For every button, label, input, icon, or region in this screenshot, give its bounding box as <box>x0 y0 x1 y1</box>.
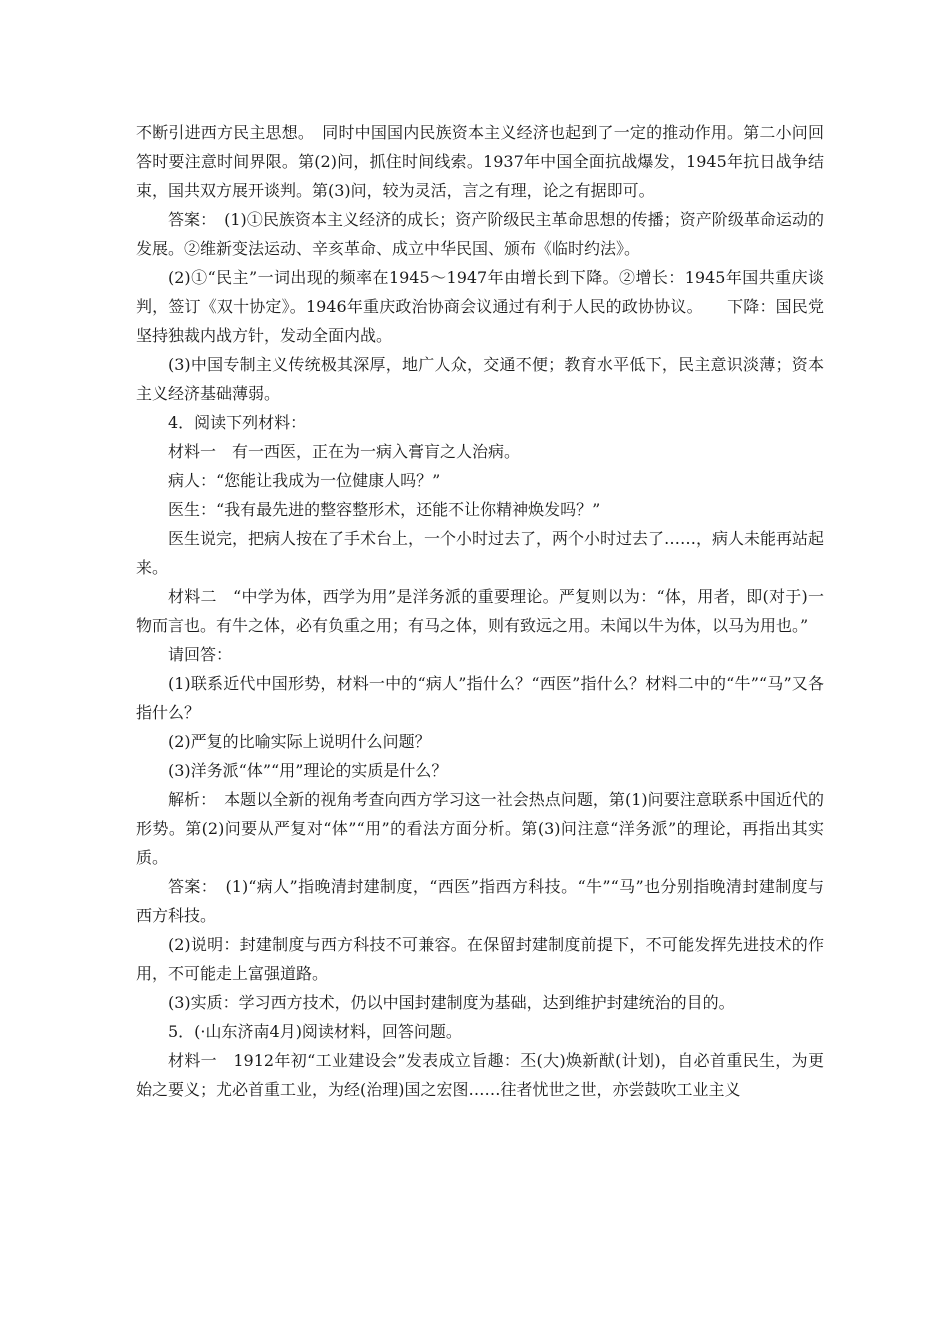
analysis-4: 解析： 本题以全新的视角考查向西方学习这一社会热点问题，第(1)问要注意联系中国近代的形势。第(2)问要从严复对“体”“用”的看法方面分析。第(3)问注意“洋务派”的理论，再指出其实质。 <box>136 790 824 867</box>
question-4-heading: 4．阅读下列材料： <box>168 413 307 432</box>
document-body <box>136 118 824 1104</box>
answer-4-3: (3)实质：学习西方技术，仍以中国封建制度为基础，达到维护封建统治的目的。 <box>168 993 735 1012</box>
answer-4-2: (2)说明：封建制度与西方科技不可兼容。在保留封建制度前提下，不可能发挥先进技术的作用，不可能走上富强道路。 <box>136 935 824 983</box>
paragraph-answer-2: (2)①“民主”一词出现的频率在1945～1947年由增长到下降。②增长：1945年国共重庆谈判，签订《双十协定》。1946年重庆政治协商会议通过有利于人民的政协协议。 下降：国民党坚持独裁内战方针，发动全面内战。 <box>136 268 824 345</box>
material-1-narration: 医生说完，把病人按在了手术台上，一个小时过去了，两个小时过去了……，病人未能再站起来。 <box>136 529 825 577</box>
material-1: 材料一 有一西医，正在为一病入膏肓之人治病。 <box>168 442 521 461</box>
please-answer: 请回答： <box>168 645 233 664</box>
paragraph-analysis-continued: 不断引进西方民主思想。 同时中国国内民族资本主义经济也起到了一定的推动作用。第二小问回答时要注意时间界限。第(2)问，抓住时间线索。1937年中国全面抗战爆发，1945年抗日战争结束，国共双方展开谈判。第(3)问，较为灵活，言之有理，论之有据即可。 <box>136 123 824 200</box>
dialogue-patient: 病人：“您能让我成为一位健康人吗？” <box>168 471 441 490</box>
question-4-3: (3)洋务派“体”“用”理论的实质是什么？ <box>168 761 448 780</box>
dialogue-doctor: 医生：“我有最先进的整容整形术，还能不让你精神焕发吗？” <box>168 500 601 519</box>
question-5-material-1: 材料一 1912年初“工业建设会”发表成立旨趣：丕(大)焕新猷(计划)，自必首重民生，为更始之要义；尤必首重工业，为经(治理)国之宏图……往者忧世之世，亦尝鼓吹工业主义 <box>136 1051 824 1099</box>
question-4-1: (1)联系近代中国形势，材料一中的“病人”指什么？“西医”指什么？材料二中的“牛”“马”又各指什么？ <box>136 674 824 722</box>
question-5-heading: 5．(·山东济南4月)阅读材料，回答问题。 <box>168 1022 462 1041</box>
paragraph-answer-3: (3)中国专制主义传统极其深厚，地广人众，交通不便；教育水平低下，民主意识淡薄；资本主义经济基础薄弱。 <box>136 355 824 403</box>
paragraph-answer-1: 答案： (1)①民族资本主义经济的成长；资产阶级民主革命思想的传播；资产阶级革命运动的发展。②维新变法运动、辛亥革命、成立中华民国、颁布《临时约法》。 <box>136 210 824 258</box>
answer-4-1: 答案： (1)“病人”指晚清封建制度，“西医”指西方科技。“牛”“马”也分别指晚清封建制度与西方科技。 <box>136 877 824 925</box>
material-2: 材料二 “中学为体，西学为用”是洋务派的重要理论。严复则以为：“体，用者，即(对于)一物而言也。有牛之体，必有负重之用；有马之体，则有致远之用。未闻以牛为体，以马为用也。” <box>136 587 824 635</box>
question-4-2: (2)严复的比喻实际上说明什么问题？ <box>168 732 431 751</box>
